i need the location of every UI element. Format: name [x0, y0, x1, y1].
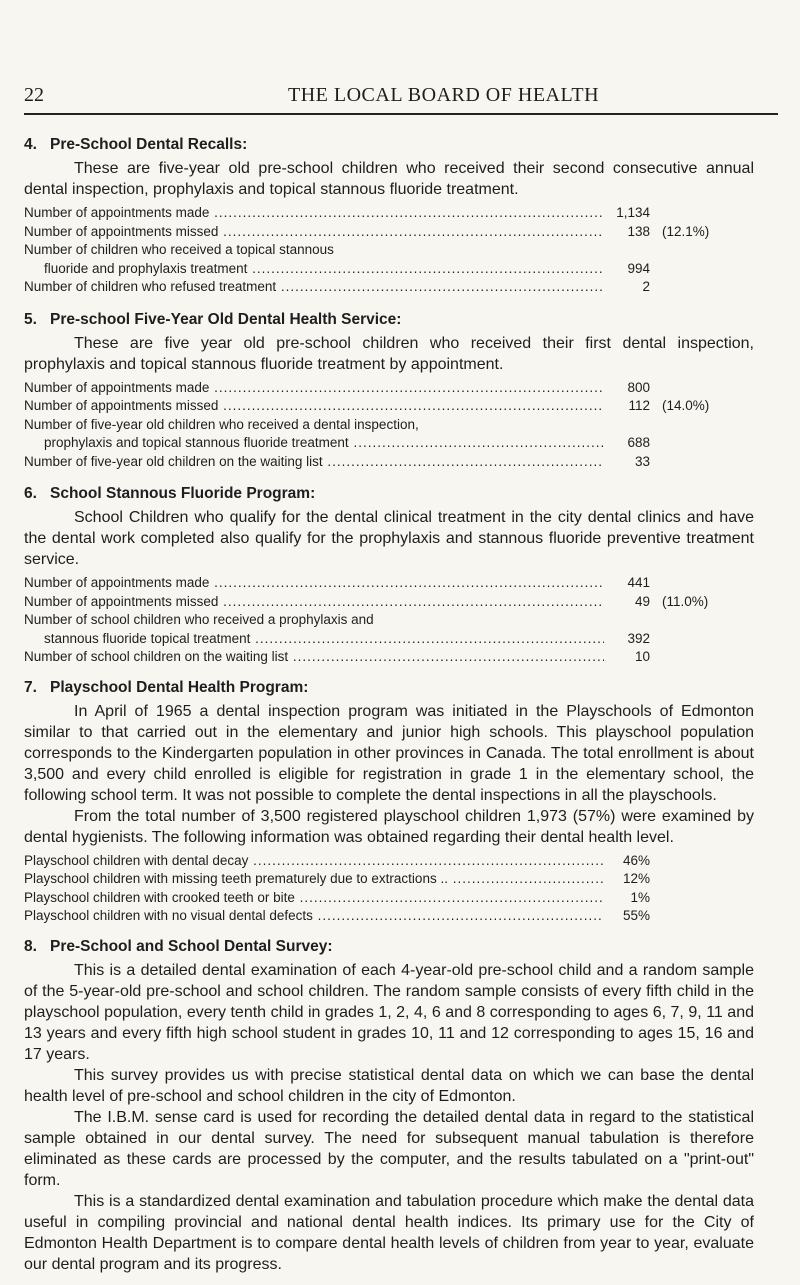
- section-title: Pre-School and School Dental Survey:: [50, 937, 333, 955]
- statistic-value: 2: [642, 279, 650, 294]
- section-number: 8.: [24, 937, 37, 955]
- statistic-label: Number of five-year old children on the waiting list .....: [24, 453, 604, 472]
- statistic-row: [24, 241, 754, 260]
- paragraph: This survey provides us with precise statistical dental data on which we can base the dental health level of pre-school and school children in the city of Edmonton.: [24, 1066, 754, 1105]
- statistic-value: 33: [634, 453, 650, 469]
- statistic-value: 12%: [622, 871, 650, 886]
- section-spacer: [24, 667, 754, 679]
- statistic-row: [24, 574, 754, 593]
- section-spacer: [24, 297, 754, 311]
- statistics-list: [24, 379, 754, 472]
- section-number: 6.: [24, 485, 37, 502]
- statistic-label: Number of appointments missed .....: [24, 397, 604, 416]
- statistic-label: Playschool children with crooked teeth or bite .....: [24, 889, 604, 908]
- section: [24, 485, 754, 667]
- statistic-label: Number of children who received a topical stannous: [24, 242, 334, 257]
- section-number: 4.: [24, 136, 37, 153]
- statistic-value: 1,134: [616, 205, 650, 220]
- statistic-label: Number of children who refused treatment .....: [24, 278, 604, 297]
- statistic-label: stannous fluoride topical treatment .....: [24, 630, 604, 649]
- statistic-label: Number of appointments made .....: [24, 379, 604, 398]
- statistics-list: [24, 204, 754, 297]
- statistic-value: 1%: [630, 889, 650, 905]
- page-number: 22: [24, 84, 44, 106]
- statistic-row: [24, 889, 754, 908]
- statistic-label: Number of appointments made .....: [24, 574, 604, 593]
- statistic-row: [24, 278, 754, 297]
- section: [24, 136, 754, 297]
- statistic-row: [24, 453, 754, 472]
- section: [24, 938, 754, 1275]
- statistics-list: [24, 574, 754, 667]
- paragraph: These are five year old pre-school children who received their first dental inspection, prophylaxis and topical stannous fluoride treatment by appointment.: [24, 334, 754, 373]
- statistic-row: [24, 379, 754, 398]
- section-number: 5.: [24, 310, 37, 328]
- statistic-row: [24, 852, 754, 871]
- paragraph: School Children who qualify for the dental clinical treatment in the city dental clinics and have the dental work completed also qualify for the prophylaxis and stannous fluoride preventive treatment service.: [24, 509, 754, 568]
- statistic-label: Playschool children with missing teeth prematurely due to extractions .. .....: [24, 870, 604, 889]
- section-heading: [24, 679, 754, 697]
- statistic-row: [24, 648, 754, 667]
- statistic-label: fluoride and prophylaxis treatment .....: [24, 260, 604, 279]
- section-number: 7.: [24, 678, 37, 696]
- statistic-percent: (14.0%): [662, 398, 710, 413]
- statistic-row: [24, 204, 754, 223]
- statistic-label: Number of appointments missed .....: [24, 223, 604, 242]
- statistic-label: Playschool children with dental decay .....: [24, 852, 604, 871]
- statistic-row: [24, 260, 754, 279]
- statistic-value: 138: [627, 223, 650, 239]
- paragraph: This is a detailed dental examination of each 4-year-old pre-school child and a random sample of the 5-year-old pre-school and school children. The random sample consists of every fifth child in the playschool population, every tenth child in grades 1, 2, 4, 6 and 8 corresponding to ages 6, 7, 9, 11 and 13 years and every fifth high school student in grades 10, 11 and 12 corresponding to ages 15, 16 and 17 years.: [24, 961, 754, 1063]
- statistic-value: 441: [627, 575, 650, 590]
- statistic-label: prophylaxis and topical stannous fluoride treatment .....: [24, 434, 604, 453]
- statistic-label: Number of five-year old children who received a dental inspection,: [24, 416, 419, 432]
- section-title: Playschool Dental Health Program:: [50, 678, 309, 696]
- document-body: [24, 136, 754, 1275]
- statistic-value: 688: [627, 435, 650, 450]
- section-title: School Stannous Fluoride Program:: [50, 485, 316, 502]
- statistic-row: [24, 593, 754, 612]
- paragraph: This is a standardized dental examination and tabulation procedure which make the dental data useful in compiling provincial and national dental health indices. Its primary use for the City of Edmonton Health Department is to compare dental health levels of children from year to year, evaluate our dental program and its progress.: [24, 1192, 754, 1273]
- section-heading: [24, 136, 754, 154]
- statistic-row: [24, 870, 754, 889]
- section-heading: [24, 938, 754, 956]
- paragraph: The I.B.M. sense card is used for recording the detailed dental data in regard to the statistical sample obtained in our dental survey. The need for subsequent manual tabulation is therefore eliminated as these cards are processed by the computer, and the results tabulated on a "print-out" form.: [24, 1108, 754, 1189]
- statistic-value: 994: [627, 260, 650, 276]
- page-title: THE LOCAL BOARD OF HEALTH: [288, 84, 600, 106]
- paragraph: These are five-year old pre-school children who received their second consecutive annual dental inspection, prophylaxis and topical stannous fluoride treatment.: [24, 160, 754, 198]
- statistic-label: Number of school children on the waiting list .....: [24, 648, 604, 667]
- statistic-label: Number of school children who received a prophylaxis and: [24, 612, 374, 627]
- statistic-value: 10: [634, 649, 650, 664]
- statistic-value: 49: [634, 593, 650, 609]
- statistic-label: Playschool children with no visual dental defects .....: [24, 907, 604, 926]
- statistic-value: 800: [627, 379, 650, 395]
- section-heading: [24, 485, 754, 503]
- statistic-row: [24, 434, 754, 453]
- statistic-percent: (11.0%): [662, 593, 709, 609]
- statistic-value: 392: [627, 630, 650, 646]
- statistic-row: [24, 630, 754, 649]
- section: [24, 311, 754, 472]
- section-heading: [24, 311, 754, 329]
- paragraph: From the total number of 3,500 registered playschool children 1,973 (57%) were examined by dental hygienists. The following information was obtained regarding their dental health level.: [24, 807, 754, 846]
- statistics-list: [24, 852, 754, 926]
- statistic-row: [24, 611, 754, 630]
- statistic-row: [24, 416, 754, 435]
- statistic-value: 55%: [622, 908, 650, 923]
- statistic-label: Number of appointments made .....: [24, 204, 604, 223]
- statistic-row: [24, 907, 754, 926]
- section-title: Pre-school Five-Year Old Dental Health Service:: [50, 310, 402, 328]
- statistic-value: 112: [628, 398, 650, 413]
- section: [24, 679, 754, 926]
- statistic-row: [24, 397, 754, 416]
- paragraph: In April of 1965 a dental inspection program was initiated in the Playschools of Edmonton similar to that carried out in the elementary and junior high schools. This playschool population corresponds to the Kindergarten population in other provinces in Canada. The total enrollment is about 3,500 and every child enrolled is eligible for registration in grade 1 in the elementary school, the following school term. It was not possible to complete the dental inspections in all the playschools.: [24, 702, 754, 804]
- statistic-percent: (12.1%): [662, 223, 710, 239]
- header-rule: [24, 113, 778, 115]
- section-spacer: [24, 926, 754, 938]
- statistic-row: [24, 223, 754, 242]
- statistic-value: 46%: [622, 852, 650, 868]
- section-spacer: [24, 471, 754, 485]
- statistic-label: Number of appointments missed .....: [24, 593, 604, 612]
- section-title: Pre-School Dental Recalls:: [50, 136, 248, 153]
